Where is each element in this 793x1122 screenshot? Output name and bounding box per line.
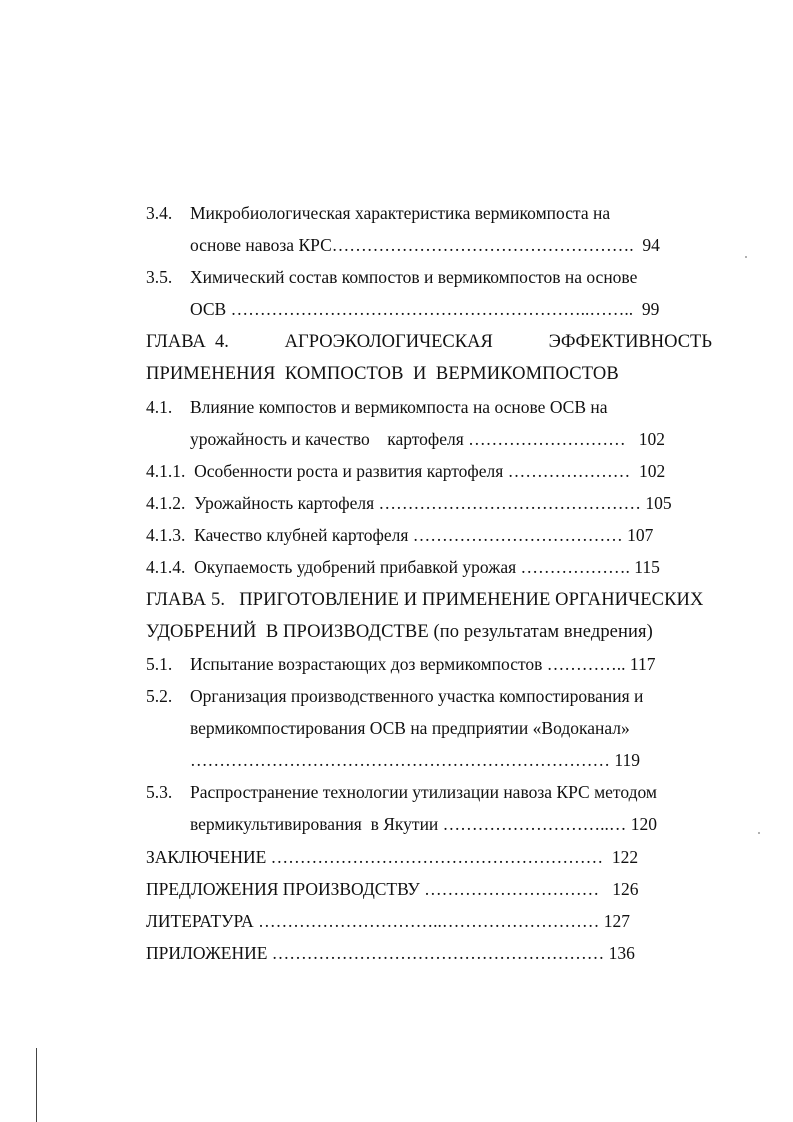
chapter-5-heading: ГЛАВА 5. ПРИГОТОВЛЕНИЕ И ПРИМЕНЕНИЕ ОРГАНИЧЕСКИХ — [146, 590, 704, 610]
chapter-4-label: ГЛАВА 4. — [146, 332, 229, 352]
toc-entry-5-1-number: 5.1. — [146, 654, 173, 674]
toc-entry-5-2-continuation: вермикомпостирования ОСВ на предприятии «Водоканал» — [190, 718, 630, 738]
toc-entry-3-4-continuation: основе навоза КРС……………………………………………. 94 — [190, 235, 660, 255]
chapter-4-word-1: АГРОЭКОЛОГИЧЕСКАЯ — [284, 332, 493, 352]
toc-entry-4-1-continuation: урожайность и качество картофеля ……………………… 102 — [190, 429, 666, 449]
chapter-4-heading — [146, 331, 712, 353]
scan-edge-mark — [36, 1048, 37, 1122]
toc-entry-5-3-title: Распространение технологии утилизации навоза КРС методом — [190, 782, 657, 802]
toc-entry-5-2-number: 5.2. — [146, 686, 173, 706]
toc-entry-literature: ЛИТЕРАТУРА …………………………..……………………… 127 — [146, 911, 630, 931]
toc-entry-4-1-title: Влияние компостов и вермикомпоста на основе ОСВ на — [190, 397, 608, 417]
toc-entry-5-3-continuation: вермикультивирования в Якутии ………………………..… 120 — [190, 814, 658, 834]
toc-entry-3-5-title: Химический состав компостов и вермикомпостов на основе — [190, 267, 638, 287]
toc-entry-4-1-3: 4.1.3. Качество клубней картофеля ……………………………… 107 — [146, 525, 654, 545]
toc-entry-5-2-title: Организация производственного участка компостирования и — [190, 686, 644, 706]
chapter-4-word-2: ЭФФЕКТИВНОСТЬ — [548, 332, 712, 352]
toc-entry-4-1-1: 4.1.1. Особенности роста и развития картофеля ………………… 102 — [146, 461, 666, 481]
toc-entry-5-1-title: Испытание возрастающих доз вермикомпостов ………….. 117 — [190, 654, 656, 674]
toc-entry-3-5-number: 3.5. — [146, 267, 173, 287]
toc-entry-4-1-2: 4.1.2. Урожайность картофеля ……………………………………… 105 — [146, 493, 672, 513]
toc-entry-3-5-continuation: ОСВ ……………………………………………………..…….. 99 — [190, 299, 660, 319]
toc-entry-5-3-number: 5.3. — [146, 782, 173, 802]
toc-entry-proposals: ПРЕДЛОЖЕНИЯ ПРОИЗВОДСТВУ ………………………… 126 — [146, 879, 639, 899]
toc-entry-4-1-4: 4.1.4. Окупаемость удобрений прибавкой урожая ………………. 115 — [146, 557, 660, 577]
chapter-4-heading-line-2: ПРИМЕНЕНИЯ КОМПОСТОВ И ВЕРМИКОМПОСТОВ — [146, 364, 619, 384]
scan-speck — [758, 832, 760, 834]
toc-entry-4-1-number: 4.1. — [146, 397, 173, 417]
toc-entry-3-4-number: 3.4. — [146, 203, 173, 223]
toc-entry-conclusion: ЗАКЛЮЧЕНИЕ ………………………………………………… 122 — [146, 847, 639, 867]
scan-speck — [745, 256, 747, 258]
toc-entry-5-2-leader: ……………………………………………………………… 119 — [190, 750, 640, 770]
toc-entry-appendix: ПРИЛОЖЕНИЕ ………………………………………………… 136 — [146, 943, 635, 963]
toc-entry-3-4-title: Микробиологическая характеристика вермикомпоста на — [190, 203, 611, 223]
chapter-5-heading-line-2: УДОБРЕНИЙ В ПРОИЗВОДСТВЕ (по результатам внедрения) — [146, 622, 653, 642]
